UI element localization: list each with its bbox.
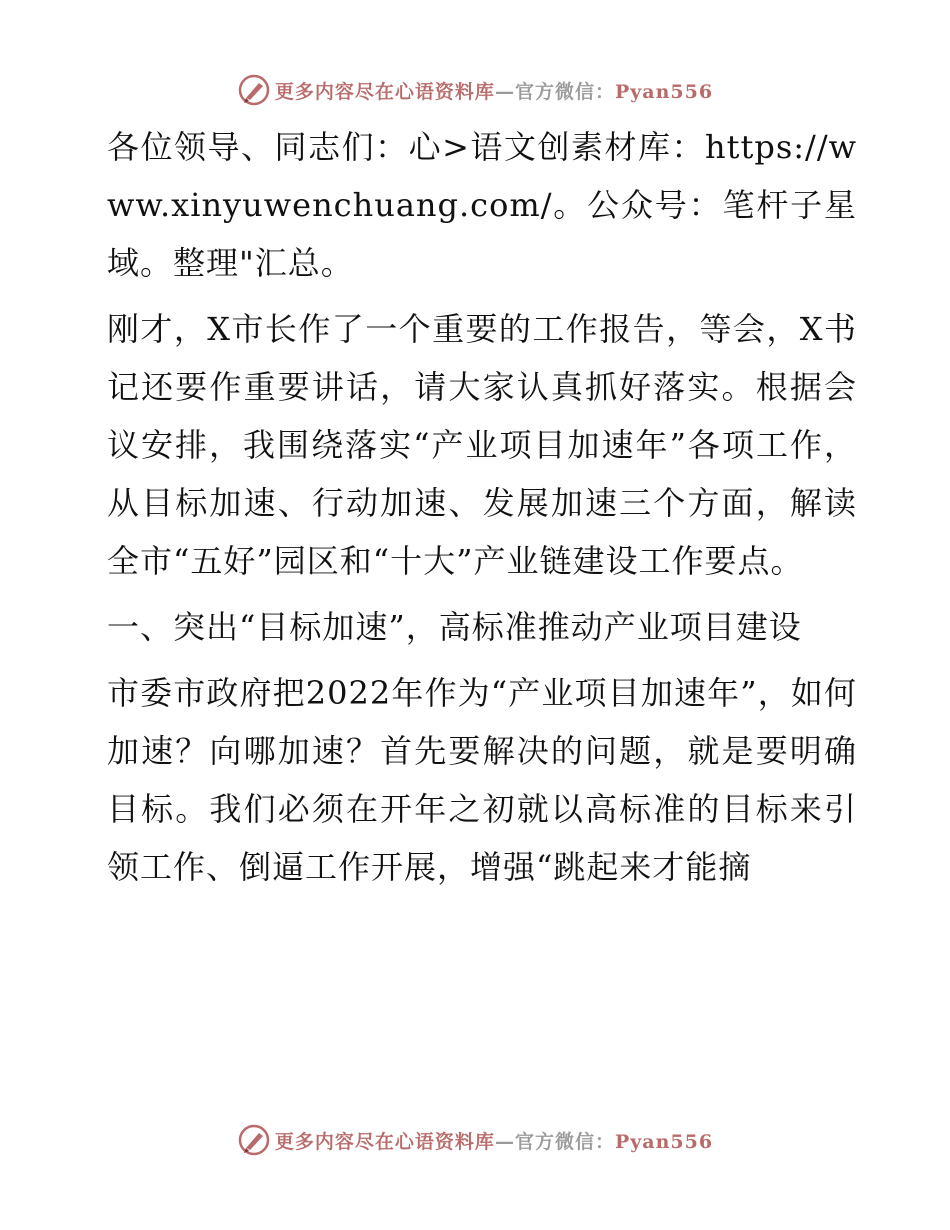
greeting-paragraph: 各位领导、同志们：心>语文创素材库：https://www.xinyuwenchuang.com/。公众号：笔杆子星域。整理"汇总。 xyxy=(107,128,857,282)
section-paragraph: 市委市政府把2022年作为“产业项目加速年”，如何加速？向哪加速？首先要解决的问题，就是要明确目标。我们必须在开年之初就以高标准的目标来引领工作、倒逼工作开展，增强“跳起来才能摘 xyxy=(107,674,857,886)
header-watermark xyxy=(0,70,950,110)
watermark-main-text: 更多内容尽在心语资料库 xyxy=(274,80,495,103)
watermark-wechat-label: 官方微信： xyxy=(514,80,615,103)
pen-logo-icon xyxy=(237,1123,271,1157)
intro-paragraph: 刚才，X市长作了一个重要的工作报告，等会，X书记还要作重要讲话，请大家认真抓好落实。根据会议安排，我围绕落实“产业项目加速年”各项工作，从目标加速、行动加速、发展加速三个方面，解读全市“五好”园区和“十大”产业链建设工作要点。 xyxy=(107,310,857,580)
watermark-separator: — xyxy=(494,1130,515,1153)
footer-watermark xyxy=(0,1120,950,1160)
watermark-wechat-label: 官方微信： xyxy=(514,1130,615,1153)
section-heading: 一、突出“目标加速”，高标准推动产业项目建设 xyxy=(107,608,802,646)
document-body xyxy=(97,118,857,904)
watermark-wechat-id: Pyan556 xyxy=(614,80,714,103)
pen-logo-icon xyxy=(237,73,271,107)
watermark-main-text: 更多内容尽在心语资料库 xyxy=(274,1130,495,1153)
watermark-separator: — xyxy=(494,80,515,103)
watermark-wechat-id: Pyan556 xyxy=(614,1130,714,1153)
